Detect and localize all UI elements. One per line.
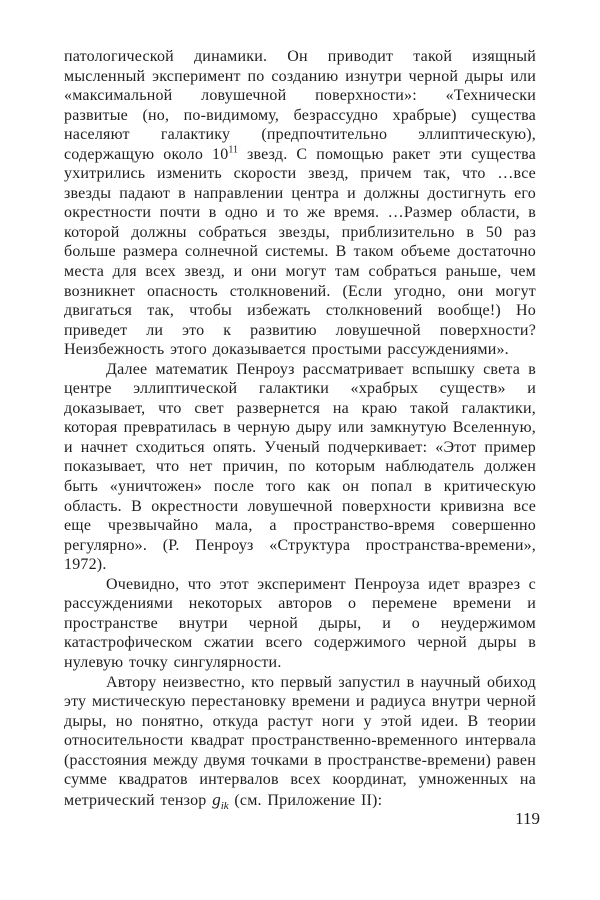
math-variable: g xyxy=(212,789,221,809)
text-body xyxy=(64,47,536,810)
paragraph: Автору неизвестно, кто первый запустил в научный обиход эту мистическую перестановку времени и радиуса внутри черной дыры, но понятно, откуда растут ноги у этой идеи. В теории относительности квадрат пространственно-временного интервала (расстояния между двумя точками в пространстве-времени) равен сумме квадратов интервалов всех координат, умноженных на метрический тензор $g_{ik}$ (см. Приложение II): xyxy=(64,673,536,812)
superscript-exponent: 11 xyxy=(228,144,239,156)
paragraph: Далее математик Пенроуз рассматривает вспышку света в центре эллиптической галактики «храбрых существ» и доказывает, что свет развернется на краю такой галактики, которая превратилась в черную дыру или замкнутую Вселенную, и начнет сходиться опять. Ученый подчеркивает: «Этот пример показывает, что нет причин, по которым наблюдатель должен быть «уничтожен» после того как он попал в критическую область. В окрестности ловушечной поверхности кривизна все еще чрезвычайно мала, а пространство-время совершенно регулярно». (Р. Пенроуз «Структура пространства-времени», 1972). xyxy=(64,360,536,574)
math-subscript: ik xyxy=(220,799,229,812)
paragraph: Очевидно, что этот эксперимент Пенроуза идет вразрез с рассуждениями некоторых авторов о перемене времени и пространстве внутри черной дыры, и о неудержимом катастрофическом сжатии всего содержимого черной дыры в нулевую точку сингулярности. xyxy=(64,575,536,671)
paragraph: патологической динамики. Он приводит такой изящный мысленный эксперимент по созданию изнутри черной дыры или «максимальной ловушечной поверхности»: «Технически развитые (но, по-видимому, безрассудно храбрые) существа населяют галактику (предпочтительно эллиптическую), содержащую около $10^{11}$ звезд. С помощью ракет эти существа ухитрились изменить скорости звезд, причем так, что …все звезды падают в направлении центра и должны достигнуть его окрестности почти в одно и то же время. …Размер области, в которой должны собраться звезды, приблизительно в 50 раз больше размера солнечной системы. В таком объеме достаточно места для всех звезд, и они могут там собраться раньше, чем возникнет опасность столкновений. (Если угодно, они могут двигаться так, чтобы избежать столкновений вообще!) Но приведет ли это к развитию ловушечной поверхности? Неизбежность этого доказывается простыми рассуждениями». xyxy=(64,48,536,359)
page-number: 119 xyxy=(515,809,540,828)
